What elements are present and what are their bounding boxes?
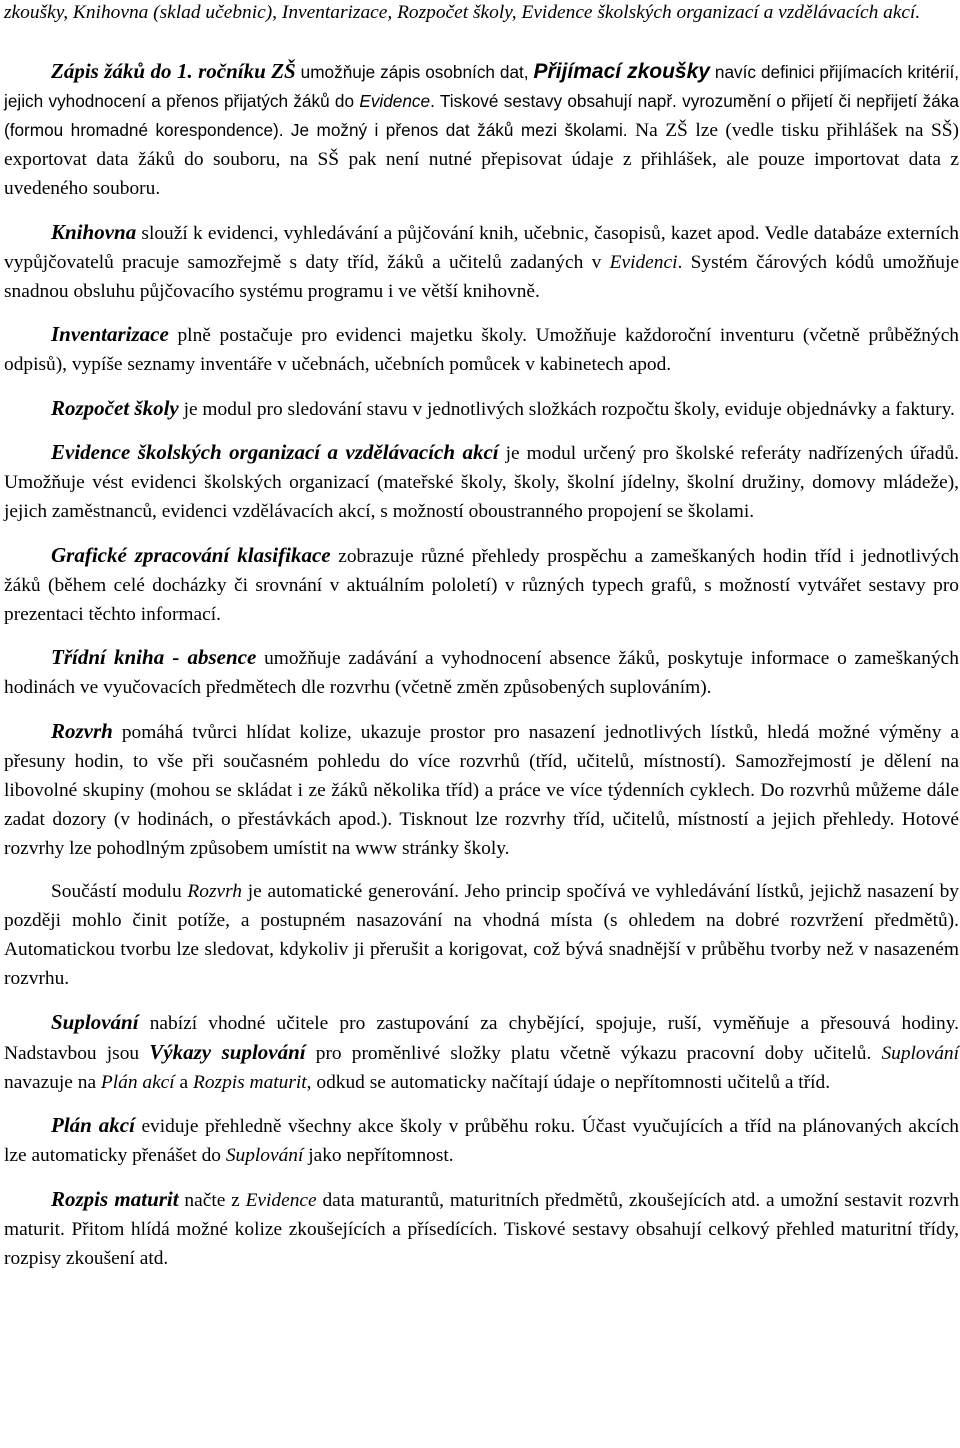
graficke-paragraph — [4, 541, 959, 629]
maturit-paragraph — [4, 1185, 959, 1273]
plan-title: Plán akcí — [51, 1113, 135, 1137]
evidence-title: Evidence školských organizací a vzdělávacích akcí — [51, 440, 499, 464]
plan-em-1: Suplování — [225, 1145, 304, 1166]
zapis-text-2: navíc definici přijímacích kritérií, jejich vyhodnocení a přenos přijatých žáků do — [4, 62, 960, 111]
zapis-text-1: umožňuje zápis osobních dat, — [295, 62, 534, 82]
zapis-text-3: . Tiskové sestavy obsahují např. vyrozumění o přijetí či nepřijetí žáka (formou hromadné korespondence). Je možný i přenos dat žáků mezi školami. — [4, 91, 959, 140]
rozvrh-text: pomáhá tvůrci hlídat kolize, ukazuje prostor pro nasazení jednotlivých lístků, hledá možné výměny a přesuny hodin, to vše při současném pohledu do více rozvrhů (tříd, učitelů, místností). Samozřejmostí je dělení na libovolné skupiny (mohou se skládat i ze žáků několika tříd) a práce ve více týdenních cyklech. Do rozvrhů můžeme dále zadat dozory (v hodinách, o přestávkách apod.). Tisknout lze rozvrhy tříd, učitelů, místností a jejich přehledy. Hotové rozvrhy lze pohodlným způsobem umístit na www stránky školy. — [4, 721, 959, 859]
tridni-text: umožňuje zadávání a vyhodnocení absence žáků, poskytuje informace o zameškaných hodinách ve vyučovacích předmětech dle rozvrhu (včetně změn způsobených suplováním). — [4, 648, 959, 698]
rozpocet-text: je modul pro sledování stavu v jednotlivých složkách rozpočtu školy, eviduje objednávky a faktury. — [178, 398, 955, 420]
graficke-title: Grafické zpracování klasifikace — [51, 542, 331, 567]
rozpocet-title: Rozpočet školy — [51, 395, 179, 420]
suplovani-em-1: Výkazy suplování — [149, 1039, 306, 1064]
evidence-text: je modul určený pro školské referáty nadřízených úřadů. Umožňuje vést evidenci školských organizací (mateřské školy, školy, školní jídelny, školní družiny, domovy mládeže), jejich zaměstnanců, evidenci vzdělávacích akcí, s možností oboustranného propojení se školami. — [4, 443, 959, 522]
suplovani-text-2: pro proměnlivé složky platu včetně výkazu pracovní doby učitelů. — [305, 1042, 882, 1064]
knihovna-paragraph — [4, 218, 959, 306]
plan-text-1: eviduje přehledně všechny akce školy v průběhu roku. Účast vyučujících a tříd na plánovaných akcích lze automaticky přenášet do — [4, 1116, 959, 1166]
suplovani-em-4: Rozpis maturit — [193, 1071, 307, 1093]
plan-text-2: jako nepřítomnost. — [303, 1145, 454, 1166]
document-page — [4, 0, 959, 1273]
inventarizace-title: Inventarizace — [51, 322, 169, 346]
rozvrh-paragraph — [4, 717, 959, 863]
maturit-title: Rozpis maturit — [51, 1186, 179, 1211]
tridni-title: Třídní kniha - absence — [51, 645, 257, 669]
suplovani-paragraph — [4, 1008, 959, 1097]
suplovani-text-3: navazuje na — [4, 1071, 101, 1093]
knihovna-text-2: . Systém čárových kódů umožňuje snadnou obsluhu půjčovacího systému programu i ve větší knihovně. — [4, 251, 959, 302]
rozvrh-title: Rozvrh — [51, 718, 113, 743]
inventarizace-paragraph — [4, 320, 959, 379]
inventarizace-text: plně postačuje pro evidenci majetku školy. Umožňuje každoroční inventuru (včetně průběžných odpisů), vypíše seznamy inventáře v učebnách, učebních pomůcek v kabinetech apod. — [4, 325, 959, 375]
suplovani-text-1: nabízí vhodné učitele pro zastupování za chybějící, spojuje, ruší, vyměňuje a přesouvá hodiny. Nadstavbou jsou — [4, 1012, 959, 1064]
knihovna-text-1: slouží k evidenci, vyhledávání a půjčování knih, učebnic, časopisů, kazet apod. Vedle databáze externích vypůjčovatelů pracuje samozřejmě s daty tříd, žáků a učitelů zadaných v — [4, 222, 959, 273]
maturit-text-2: data maturantů, maturitních předmětů, zkoušejících atd. a umožní sestavit rozvrh maturit. Přitom hlídá možné kolize zkoušejících a přísedících. Tiskové sestavy obsahují celkový přehled maturitní třídy, rozpisy zkoušení atd. — [4, 1189, 959, 1269]
generovani-text-1: Součástí modulu — [51, 881, 188, 902]
generovani-paragraph — [4, 877, 959, 993]
suplovani-text-4: a — [174, 1071, 193, 1093]
knihovna-em-1: Evidenci — [609, 251, 678, 273]
graficke-text: zobrazuje různé přehledy prospěchu a zameškaných hodin tříd i jednotlivých žáků (během celé docházky či srovnání v aktuálním pololetí) v různých typech grafů, s možností vytvářet sestavy pro prezentaci těchto informací. — [4, 545, 959, 625]
tridni-paragraph — [4, 643, 959, 702]
intro-text: zkoušky, Knihovna (sklad učebnic), Inventarizace, Rozpočet školy, Evidence školských organizací a vzdělávacích akcí. — [4, 2, 921, 23]
maturit-text-1: načte z — [178, 1189, 246, 1211]
maturit-em-1: Evidence — [245, 1189, 317, 1211]
generovani-em-1: Rozvrh — [187, 881, 243, 902]
suplovani-title: Suplování — [51, 1009, 139, 1034]
knihovna-title: Knihovna — [51, 219, 137, 244]
zapis-em-2: Evidence — [359, 91, 431, 111]
suplovani-em-2: Suplování — [881, 1042, 960, 1064]
zapis-em-1: Přijímací zkoušky — [533, 60, 710, 83]
plan-paragraph — [4, 1111, 959, 1170]
rozpocet-paragraph — [4, 394, 959, 424]
zapis-text-4: Na ZŠ lze (vedle tisku přihlášek na SŠ) exportovat data žáků do souboru, na SŠ pak není nutné přepisovat údaje z přihlášek, ale pouze importovat data z uvedeného souboru. — [4, 120, 959, 199]
generovani-text-2: je automatické generování. Jeho princip spočívá ve vyhledávání lístků, jejichž nasazení by později mohlo činit potíže, a postupném nasazování na vhodná místa (s ohledem na dobré rozvržení předmětů). Automatickou tvorbu lze sledovat, kdykoliv ji přerušit a korigovat, což bývá snadnější v průběhu tvorby než v nasazeném rozvrhu. — [4, 881, 959, 989]
zapis-paragraph — [4, 57, 959, 203]
zapis-title: Zápis žáků do 1. ročníku ZŠ — [51, 59, 296, 83]
suplovani-text-5: , odkud se automaticky načítají údaje o nepřítomnosti učitelů a tříd. — [306, 1071, 831, 1093]
suplovani-em-3: Plán akcí — [100, 1071, 175, 1093]
evidence-paragraph — [4, 438, 959, 526]
intro-paragraph — [4, 0, 959, 27]
